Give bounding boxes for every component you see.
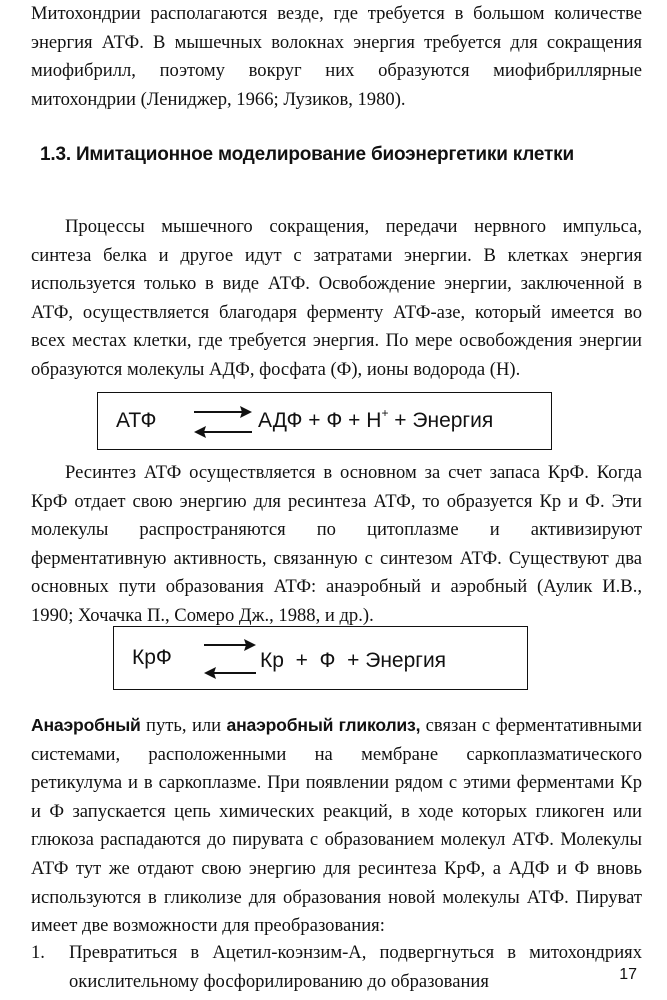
paragraph-resynthesis-text: Ресинтез АТФ осуществляется в основном за счет запаса КрФ. Когда КрФ отдает свою энергию для ресинтеза АТФ, то образуется Кр и Ф. Эти молекулы распространяются по цитоплазме и активизируют ферментативную активность, связанную с синтезом АТФ. Существуют два основных пути образования АТФ: анаэробный и аэробный (Аулик И.В., 1990; Хочачка П., Сомеро Дж., 1988, и др.). — [31, 462, 642, 626]
equation-box-crp — [113, 626, 528, 690]
reversible-arrows-icon — [202, 635, 258, 683]
equation-left-side: АТФ — [116, 409, 157, 432]
paragraph-energy-processes-text: Процессы мышечного сокращения, передачи нервного импульса, синтеза белка и другое идут с затратами энергии. В клетках энергия используется только в виде АТФ. Освобождение энергии, заключенной в АТФ, осуществляется благодаря ферменту АТФ-азе, который имеется во всех местах клетки, где требуется энергия. По мере освобождения энергии образуются молекулы АДФ, фосфата (Ф), ионы водорода (Н). — [31, 216, 642, 380]
equation-right-main: АДФ + Ф + Н — [258, 409, 382, 432]
page-number: 17 — [619, 966, 637, 983]
reversible-arrows-icon — [192, 401, 254, 443]
term-anaerobic-glycolysis: анаэробный гликолиз, — [226, 715, 421, 735]
paragraph-energy-processes — [31, 213, 642, 385]
paragraph-resynthesis — [31, 459, 642, 631]
paragraph-anaerobic-text-2: связан с ферментативными системами, расположенными на мембране саркоплазматического ретикулума и в саркоплазме. При появлении рядом с этими ферментами Кр и Ф запускается цепь химических реакций, в ходе которых гликоген или глюкоза распадаются до пирувата с образованием молекул АТФ. Молекулы АТФ тут же отдают свою энергию для ресинтеза КрФ, а АДФ и Ф вновь используются в гликолизе для образования новой молекулы АТФ. Пируват имеет две возможности для преобразования: — [31, 715, 642, 937]
equation-right-side — [258, 407, 493, 436]
equation-superscript: + — [381, 406, 389, 420]
list-item-number: 1. — [31, 942, 45, 963]
term-anaerobic: Анаэробный — [31, 715, 141, 735]
list-item-text: Превратиться в Ацетил-коэнзим-А, подвергнуться в митохондриях окислительному фосфорилированию до образования — [69, 942, 642, 992]
equation-right-side: Кр + Ф + Энергия — [260, 649, 447, 672]
equation-box-atp — [97, 392, 552, 450]
paragraph-anaerobic-text-1: путь, или — [140, 715, 227, 736]
paragraph-mitochondria: Митохондрии располагаются везде, где требуется в большом количестве энергия АТФ. В мышечных волокнах энергия требуется для сокращения миофибрилл, поэтому вокруг них образуются миофибриллярные митохондрии (Лениджер, 1966; Лузиков, 1980). — [31, 3, 642, 110]
paragraph-anaerobic — [31, 711, 642, 941]
section-heading: 1.3. Имитационное моделирование биоэнергетики клетки — [40, 144, 574, 165]
equation-left-side: КрФ — [132, 646, 172, 669]
equation-right-tail: + Энергия — [388, 409, 494, 432]
